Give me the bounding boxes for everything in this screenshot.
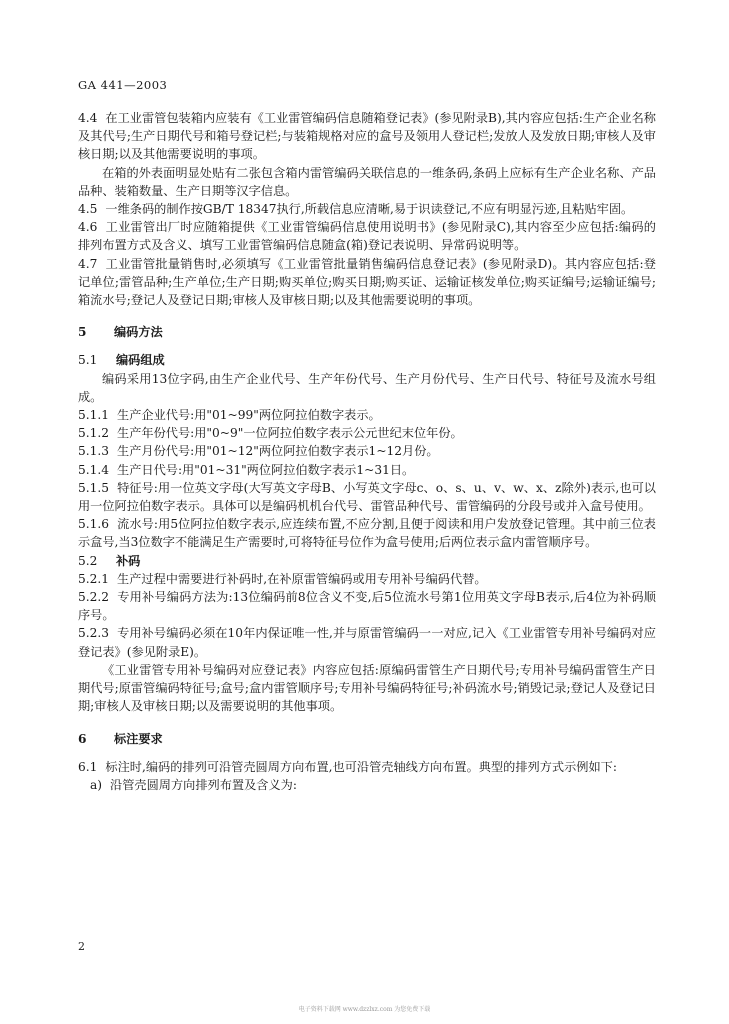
subsection-heading-5-2 bbox=[78, 552, 656, 570]
paragraph: 编码采用13位字码,由生产企业代号、生产年份代号、生产月份代号、生产日代号、特征号及流水号组成。 bbox=[78, 371, 656, 404]
list-item-a bbox=[78, 776, 656, 794]
paragraph: 《工业雷管专用补号编码对应登记表》内容应包括:原编码雷管生产日期代号;专用补号编码雷管生产日期代号;原雷管编码特征号;盒号;盒内雷管顺序号;专用补号编码特征号;补码流水号;销毁记录;登记人及登记日期;审核人及审核日期;以及需要说明的其他事项。 bbox=[78, 662, 656, 714]
section-number: 6 bbox=[78, 731, 87, 746]
clause-text: 标注时,编码的排列可沿管壳圆周方向布置,也可沿管壳轴线方向布置。典型的排列方式示例如下: bbox=[105, 759, 617, 774]
clause-number: 5.1.2 bbox=[78, 426, 110, 441]
clause-text: 专用补号编码方法为:13位编码前8位含义不变,后5位流水号第1位用英文字母B表示,后4位为补码顺序号。 bbox=[78, 590, 656, 623]
section-heading-5 bbox=[78, 323, 656, 341]
body-content bbox=[78, 109, 656, 794]
clause-4-4 bbox=[78, 109, 656, 164]
clause-5-1-5 bbox=[78, 479, 656, 515]
clause-number: 5.1.4 bbox=[78, 462, 110, 477]
clause-number: 4.5 bbox=[78, 202, 98, 217]
clause-text: 特征号:用一位英文字母(大写英文字母B、小写英文字母c、o、s、u、v、w、x、z除外)表示,也可以用一位阿拉伯数字表示。具体可以是编码机机台代号、雷管品种代号、雷管编码的分段号或并入盒号使用。 bbox=[78, 480, 656, 514]
list-item-marker: a) bbox=[90, 777, 103, 792]
clause-5-1-4 bbox=[78, 461, 656, 479]
clause-number: 4.7 bbox=[78, 256, 98, 271]
section-title: 编码方法 bbox=[114, 325, 163, 340]
clause-number: 5.2.2 bbox=[78, 590, 110, 605]
clause-6-1 bbox=[78, 758, 656, 776]
clause-text: 工业雷管批量销售时,必须填写《工业雷管批量销售编码信息登记表》(参见附录D)。其内容应包括:登记单位;雷管品种;生产单位;生产日期;购买单位;购买日期;购买证、运输证核发单位;购买证编号;运输证编号;箱流水号;登记人及登记日期;审核人及审核日期;以及其他需要说明的事项。 bbox=[78, 256, 656, 308]
clause-5-1-3 bbox=[78, 442, 656, 460]
clause-5-1-1 bbox=[78, 406, 656, 424]
clause-number: 4.4 bbox=[78, 111, 98, 125]
clause-text: 工业雷管出厂时应随箱提供《工业雷管编码信息使用说明书》(参见附录C),其内容至少应包括:编码的排列布置方式及含义、填写工业雷管编码信息随盒(箱)登记表说明、异常码说明等。 bbox=[78, 220, 656, 253]
subsection-heading-5-1 bbox=[78, 351, 656, 369]
clause-number: 5.1.3 bbox=[78, 444, 110, 459]
clause-4-6 bbox=[78, 218, 656, 254]
clause-5-2-1 bbox=[78, 570, 656, 588]
clause-number: 6.1 bbox=[78, 759, 98, 774]
clause-5-2-3 bbox=[78, 624, 656, 660]
section-title: 标注要求 bbox=[114, 731, 163, 746]
subsection-title: 编码组成 bbox=[116, 353, 165, 368]
clause-5-1-6 bbox=[78, 515, 656, 551]
clause-number: 4.6 bbox=[78, 220, 98, 235]
list-item-text: 沿管壳圆周方向排列布置及含义为: bbox=[110, 777, 297, 792]
clause-number: 5.2.1 bbox=[78, 571, 110, 586]
clause-5-2-2 bbox=[78, 588, 656, 624]
clause-text: 生产日代号:用"01~31"两位阿拉伯数字表示1~31日。 bbox=[117, 462, 415, 477]
subsection-title: 补码 bbox=[116, 553, 141, 568]
clause-text: 生产年份代号:用"0~9"一位阿拉伯数字表示公元世纪末位年份。 bbox=[117, 426, 463, 441]
page-number: 2 bbox=[78, 940, 85, 953]
clause-text: 生产企业代号:用"01~99"两位阿拉伯数字表示。 bbox=[117, 408, 381, 423]
clause-text: 专用补号编码必须在10年内保证唯一性,并与原雷管编码一一对应,记入《工业雷管专用补号编码对应登记表》(参见附录E)。 bbox=[78, 626, 656, 659]
subsection-number: 5.2 bbox=[78, 553, 98, 568]
section-number: 5 bbox=[78, 325, 87, 340]
clause-number: 5.1.1 bbox=[78, 408, 110, 423]
clause-text: 在工业雷管包装箱内应装有《工业雷管编码信息随箱登记表》(参见附录B),其内容应包括:生产企业名称及其代号;生产日期代号和箱号登记栏;与装箱规格对应的盒号及领用人登记栏;发放人及发放日期;审核人及审核日期;以及其他需要说明的事项。 bbox=[78, 111, 656, 162]
standard-code-header: GA 441—2003 bbox=[78, 78, 168, 92]
clause-text: 一维条码的制作按GB/T 18347执行,所载信息应清晰,易于识读登记,不应有明显污迹,且粘贴牢固。 bbox=[105, 202, 634, 217]
section-heading-6 bbox=[78, 730, 656, 748]
clause-4-5 bbox=[78, 200, 656, 218]
clause-number: 5.2.3 bbox=[78, 626, 110, 641]
clause-text: 流水号:用5位阿拉伯数字表示,应连续布置,不应分割,且便于阅读和用户发放登记管理。其中前三位表示盒号,当3位数字不能满足生产需要时,可将特征号位作为盒号使用;后两位表示盒内雷管顺序号。 bbox=[78, 517, 656, 550]
clause-5-1-2 bbox=[78, 424, 656, 442]
paragraph: 在箱的外表面明显处贴有二张包含箱内雷管编码关联信息的一维条码,条码上应标有生产企业名称、产品品种、装箱数量、生产日期等汉字信息。 bbox=[78, 165, 656, 198]
clause-4-7 bbox=[78, 255, 656, 310]
subsection-number: 5.1 bbox=[78, 353, 98, 368]
clause-text: 生产月份代号:用"01~12"两位阿拉伯数字表示1~12月份。 bbox=[117, 444, 439, 459]
footer-watermark: 电子资料下载网 www.dzzlxz.com 为您免费下载 bbox=[298, 1006, 431, 1013]
clause-number: 5.1.6 bbox=[78, 517, 110, 532]
clause-text: 生产过程中需要进行补码时,在补原雷管编码或用专用补号编码代替。 bbox=[117, 571, 487, 586]
clause-number: 5.1.5 bbox=[78, 480, 110, 495]
